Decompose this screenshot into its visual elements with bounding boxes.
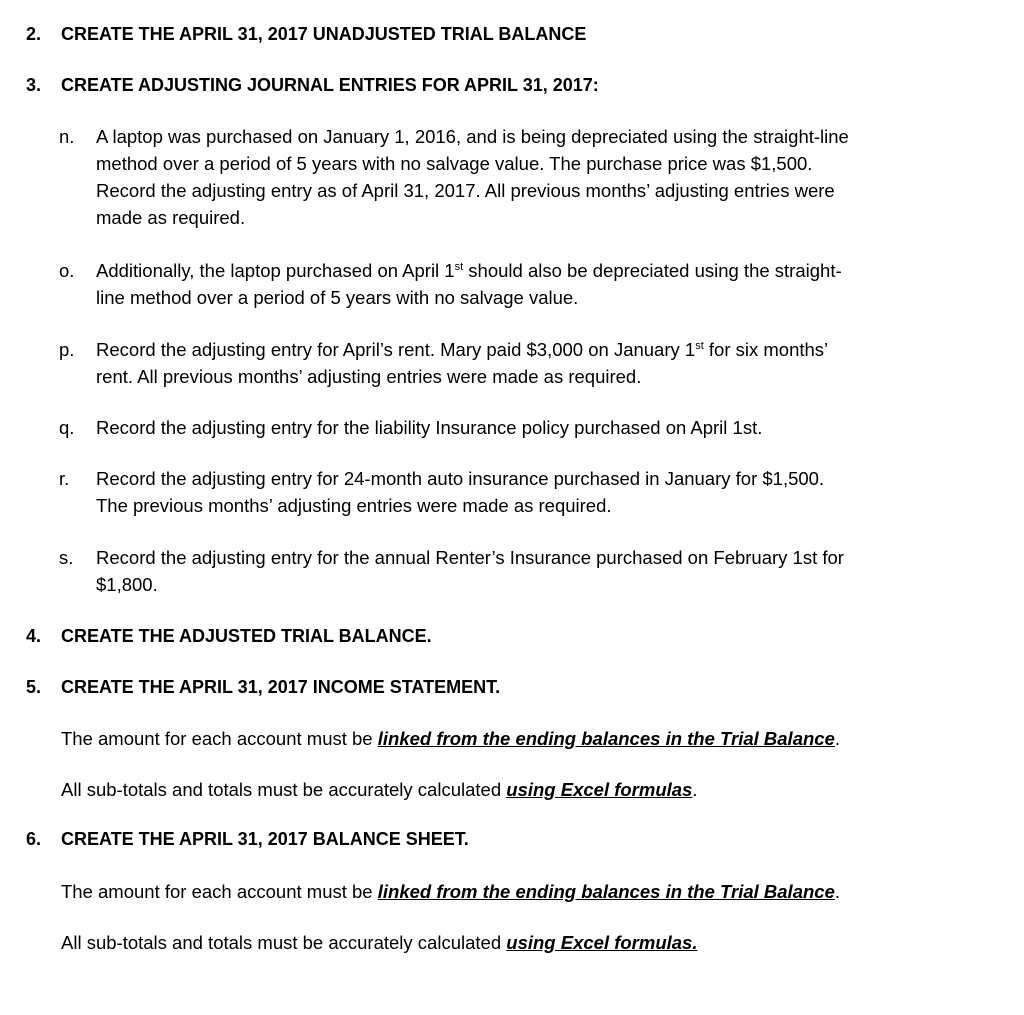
item-text-line: Record the adjusting entry for the annual Renter’s Insurance purchased on February 1st for	[96, 547, 844, 568]
item-letter: r.	[59, 468, 70, 489]
item-text-line: A laptop was purchased on January 1, 2016, and is being depreciated using the straight-line	[96, 126, 849, 147]
section-number: 4.	[26, 626, 42, 646]
item-text-line: Additionally, the laptop purchased on April 1st should also be depreciated using the straight-	[96, 260, 842, 281]
item-letter: q.	[59, 417, 75, 438]
para-text: All sub-totals and totals must be accurately calculated	[61, 932, 507, 953]
section-title: CREATE THE ADJUSTED TRIAL BALANCE.	[61, 626, 432, 646]
section-title: CREATE ADJUSTING JOURNAL ENTRIES FOR APRIL 31, 2017:	[61, 75, 599, 95]
section-number: 3.	[26, 75, 42, 95]
item-letter: s.	[59, 547, 74, 568]
item-text-line: The previous months’ adjusting entries were made as required.	[96, 495, 612, 516]
item-text-line: line method over a period of 5 years with no salvage value.	[96, 287, 579, 308]
item-text-line: rent. All previous months’ adjusting entries were made as required.	[96, 366, 642, 387]
emphasis-text: using Excel formulas	[506, 779, 693, 800]
emphasis-text: linked from the ending balances in the Trial Balance	[377, 881, 835, 902]
item-letter: n.	[59, 126, 75, 147]
item-text-line: method over a period of 5 years with no salvage value. The purchase price was $1,500.	[96, 153, 813, 174]
emphasis-text: using Excel formulas.	[506, 932, 698, 953]
para-text: The amount for each account must be	[61, 881, 378, 902]
section-title: CREATE THE APRIL 31, 2017 BALANCE SHEET.	[61, 829, 469, 849]
emphasis-text: linked from the ending balances in the Trial Balance	[377, 728, 835, 749]
para-text: All sub-totals and totals must be accurately calculated	[61, 779, 507, 800]
section-number: 2.	[26, 24, 42, 44]
item-text-line: Record the adjusting entry for the liability Insurance policy purchased on April 1st.	[96, 417, 763, 438]
item-letter: o.	[59, 260, 75, 281]
section-title: CREATE THE APRIL 31, 2017 INCOME STATEMENT.	[61, 677, 501, 697]
para-text: The amount for each account must be	[61, 728, 378, 749]
item-letter: p.	[59, 339, 75, 360]
item-text-line: Record the adjusting entry for 24-month auto insurance purchased in January for $1,500.	[96, 468, 825, 489]
item-text-line: $1,800.	[96, 574, 158, 595]
section-number: 5.	[26, 677, 42, 697]
item-text-line: Record the adjusting entry for April’s rent. Mary paid $3,000 on January 1st for six months’	[96, 339, 829, 360]
section-number: 6.	[26, 829, 42, 849]
item-text-line: made as required.	[96, 207, 246, 228]
item-text-line: Record the adjusting entry as of April 31, 2017. All previous months’ adjusting entries were	[96, 180, 835, 201]
section-title: CREATE THE APRIL 31, 2017 UNADJUSTED TRIAL BALANCE	[61, 24, 587, 44]
